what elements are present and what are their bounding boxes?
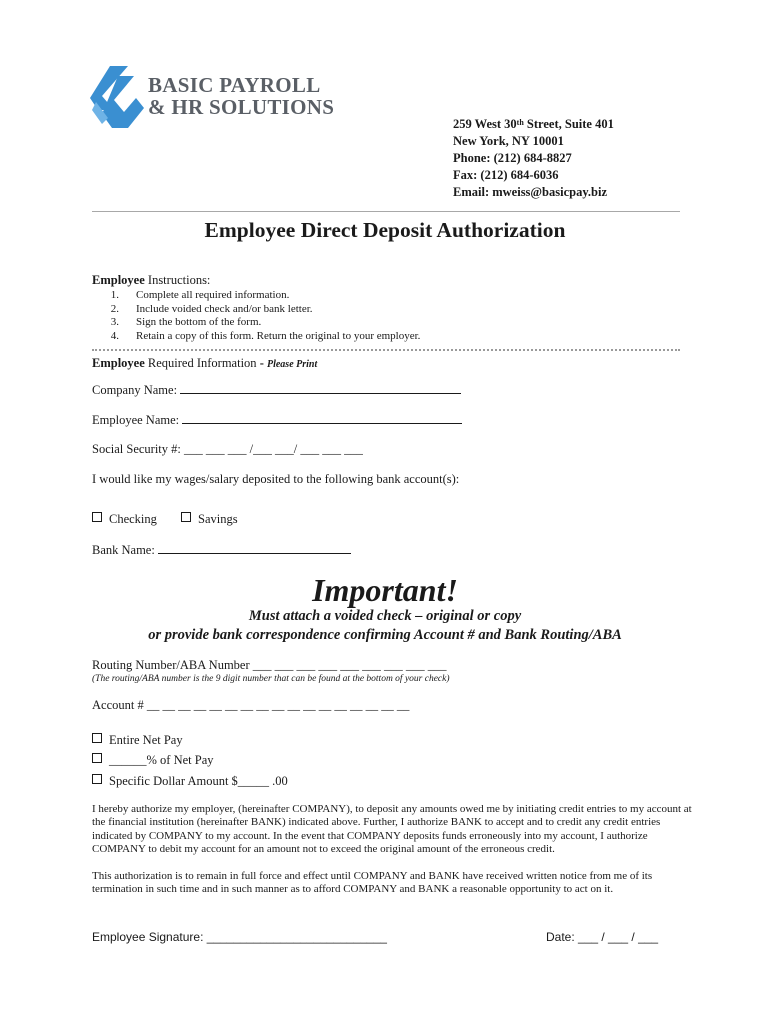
savings-checkbox[interactable] xyxy=(181,512,191,522)
section-divider xyxy=(92,349,680,351)
important-line-1: Must attach a voided check – original or copy xyxy=(248,608,522,624)
checking-checkbox[interactable] xyxy=(92,512,102,522)
bank-name-line[interactable] xyxy=(158,542,351,554)
company-name-field[interactable]: Company Name: xyxy=(92,382,461,398)
company-address xyxy=(453,116,614,201)
termination-text: This authorization is to remain in full force and effect until COMPANY and BANK have received written notice from me of its termination in such time and in such manner as to afford COMPANY and BANK a reasonable opportunity to act on it. xyxy=(92,870,653,896)
dollar-amount-option[interactable]: Specific Dollar Amount $_____ .00 xyxy=(92,774,288,789)
required-info-heading: Employee Required Information - Please Print xyxy=(92,356,318,370)
header-divider xyxy=(92,211,680,212)
important-line-2: or provide bank correspondence confirming Account # and Bank Routing/ABA xyxy=(148,627,622,643)
date-field[interactable]: Date: ___ / ___ / ___ xyxy=(546,930,659,944)
ssn-field[interactable]: Social Security #: ___ ___ ___ /___ ___/ ___ ___ ___ xyxy=(92,442,363,456)
percent-net-pay-option[interactable]: ______% of Net Pay xyxy=(92,753,214,768)
entire-net-pay-option[interactable]: Entire Net Pay xyxy=(92,733,183,748)
logo-line-2: & HR SOLUTIONS xyxy=(148,95,335,119)
list-item: 3. Sign the bottom of the form. xyxy=(110,316,262,328)
routing-note: (The routing/ABA number is the 9 digit number that can be found at the bottom of your check) xyxy=(92,674,450,684)
instructions-list xyxy=(105,289,420,343)
savings-option[interactable]: Savings xyxy=(181,512,238,527)
address-fax: Fax: (212) 684-6036 xyxy=(453,168,559,182)
dollar-checkbox[interactable] xyxy=(92,774,102,784)
form-title: Employee Direct Deposit Authorization xyxy=(204,218,566,242)
address-city: New York, NY 10001 xyxy=(453,134,564,148)
employee-name-field[interactable]: Employee Name: xyxy=(92,412,462,428)
instructions-heading: Employee Instructions: xyxy=(92,273,211,287)
bank-name-field[interactable]: Bank Name: xyxy=(92,542,351,558)
list-item: 4. Retain a copy of this form. Return the original to your employer. xyxy=(110,329,421,342)
employee-name-line[interactable] xyxy=(182,412,462,424)
wages-statement: I would like my wages/salary deposited to the following bank account(s): xyxy=(92,472,460,486)
logo-mark-icon xyxy=(90,66,144,128)
address-street: 259 West 30th Street, Suite 401 xyxy=(453,117,614,131)
net-pay-checkbox[interactable] xyxy=(92,733,102,743)
percent-checkbox[interactable] xyxy=(92,753,102,763)
authorization-text: I hereby authorize my employer, (hereinafter COMPANY), to deposit any amounts owed me by initiating credit entries to my account at the financial institution (hereinafter BANK) indicated above. Further, I authorize BANK to accept and to credit any credit entries indicated by COMPANY to my account. In the event that COMPANY deposits funds erroneously into my account, I authorize COMPANY to debit my account for an amount not to exceed the original amount of the erroneous credit. xyxy=(92,803,692,856)
list-item: 2. Include voided check and/or bank letter. xyxy=(110,302,313,315)
company-name-line[interactable] xyxy=(180,382,461,394)
address-phone: Phone: (212) 684-8827 xyxy=(453,151,572,165)
important-heading: Important! xyxy=(312,572,458,608)
logo-line-1: BASIC PAYROLL xyxy=(148,73,321,97)
account-number-field[interactable]: Account # __ __ __ __ __ __ __ __ __ __ __ __ __ __ __ __ __ xyxy=(92,698,410,712)
list-item: 1. Complete all required information. xyxy=(110,289,290,301)
checking-option[interactable]: Checking xyxy=(92,512,157,527)
employee-signature-field[interactable]: Employee Signature: ___________________________ xyxy=(92,930,387,944)
address-email: Email: mweiss@basicpay.biz xyxy=(453,185,607,199)
routing-number-field[interactable]: Routing Number/ABA Number ___ ___ ___ ___ ___ ___ ___ ___ ___ xyxy=(92,658,447,672)
logo-wordmark xyxy=(148,74,334,118)
